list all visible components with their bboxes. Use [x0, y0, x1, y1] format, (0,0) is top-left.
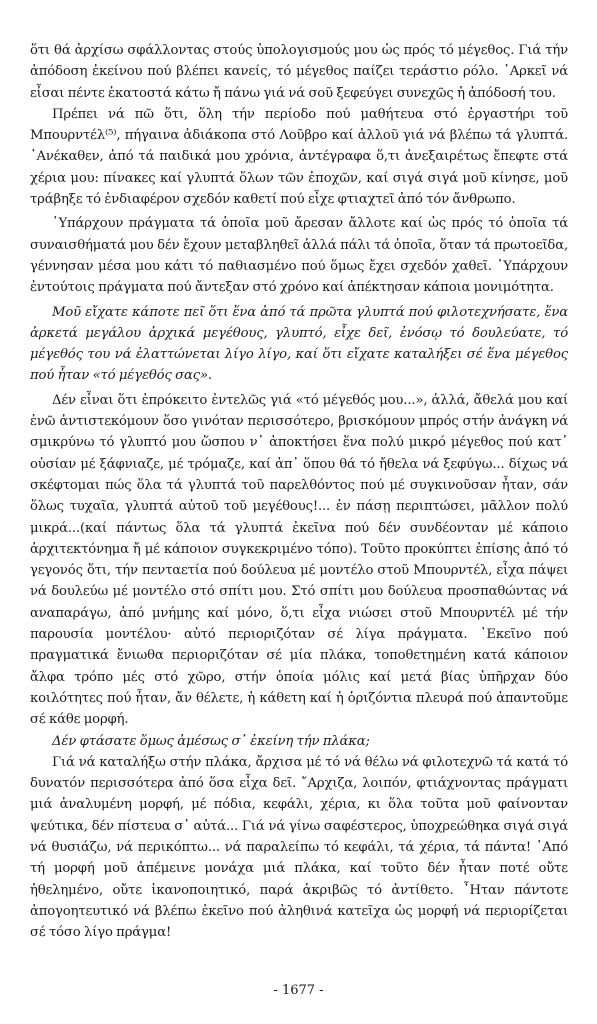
paragraph-1: ὅτι θά ἀρχίσω σφάλλοντας στούς ὑπολογισμούς μου ὡς πρός τό μέγεθος. Γιά τήν ἀπόδοση ἐκείνου πού βλέπει κανείς, τό μέγεθος παίζει τεράστιο ρόλο. ᾽Αρκεῖ νά εἶσαι πέντε ἑκατοστά κάτω ἤ πάνω γιά νά σοῦ ξεφεύγει συνεχῶς ἡ ἀπόδοσή του. — [30, 43, 568, 101]
body-text — [30, 40, 568, 943]
paragraph-4: Δέν εἶναι ὅτι ἐπρόκειτο ἐντελῶς γιά «τό μέγεθός μου...», ἀλλά, ἄθελά μου καί ἐνῶ ἀντιστεκόμουν ὅσο γινόταν περισσότερο, βρισκόμουν μπρός στήν ἀνάγκη νά σμικρύνω τό γλυπτό μου ὥσπου ν᾽ ἀποκτήσει ἕνα πολύ μικρό μέγεθος πού κατ᾽ οὐσίαν μέ ξάφνιαζε, μέ τρόμαζε, καί ἀπ᾽ ὅπου θά τό ἤθελα νά ξεφύγω... δίχως νά σκέφτομαι πώς ὅλα τά γλυπτά τοῦ παρελθόντος πού μέ συγκινοῦσαν ἦταν, σάν ὅλως τυχαῖα, γλυπτά αὐτοῦ τοῦ μεγέθους!... ἐν πάσῃ περιπτώσει, μᾶλλον πολύ μικρά...(καί πάντως ὅλα τά γλυπτά ἐκεῖνα πού δέν συνδέονταν μέ κάποιο ἀρχιτεκτόνημα ἤ μέ κάποιον συγκεκριμένο τόπο). Τοῦτο προκύπτει ἐπίσης ἀπό τό γεγονός ὅτι, τήν πενταετία πού δούλευα μέ μοντέλο στοῦ Μπουρντέλ, εἶχα πάψει νά δουλεύω μέ μοντέλο στό σπίτι μου. Στό σπίτι μου δούλευα προσπαθώντας νά αναπαράγω, ἀπό μνήμης καί μόνο, ὅ,τι εἶχα νιώσει στοῦ Μπουρντέλ μέ τήν παρουσία μοντέλου· αὐτό περιοριζόταν σέ λίγα πράγματα. ᾽Εκεῖνο πού πραγματικά ἔνιωθα περιοριζόταν σέ μία πλάκα, τοποθετημένη κατά κάποιον ἄλφα τρόπο μές στό χῶρο, στήν ὁποία μόλις καί μετά βίας ὑπῆρχαν δύο κοιλότητες πού ἦταν, ἄν θέλετε, ἡ κάθετη καί ἡ ὁριζόντια πλευρά πού ἀπαντοῦμε σέ κάθε μορφή. — [30, 392, 568, 728]
page-number: - 1677 - — [273, 983, 324, 998]
paragraph-5: Γιά νά καταλήξω στήν πλάκα, ἄρχισα μέ τό νά θέλω νά φιλοτεχνῶ τά κατά τό δυνατόν περισσότερα ἀπό ὅσα εἶχα δεῖ. ῎Αρχιζα, λοιπόν, φτιάχνοντας πράγματι μιά ἀναλυμένη μορφή, μέ πόδια, κεφάλι, χέρια, κι ὅλα τοῦτα μοῦ φαίνονταν ψεύτικα, δέν πίστευα σ᾽ αὐτά... Γιά νά γίνω σαφέστερος, ὑποχρεώθηκα σιγά σιγά νά θυσιάζω, νά περικόπτω... νά παραλείπω τό κεφάλι, τά χέρια, τά πάντα! ᾽Από τή μορφή μοῦ ἀπέμεινε μονάχα μιά πλάκα, καί τοῦτο δέν ἦταν ποτέ οὔτε ἠθελημένο, οὔτε ἱκανοποιητικό, παρά ἀκριβῶς τό ἀντίθετο. ῏Ηταν πάντοτε ἀπογοητευτικό νά βλέπω ἐκεῖνο πού ἀληθινά κατεῖχα ὡς μορφή νά περιορίζεται σέ τόσο λίγο πράγμα! — [30, 754, 568, 941]
question-paragraph-2: Δέν φτάσατε ὅμως ἀμέσως σ᾽ ἐκείνη τήν πλάκα; — [52, 733, 370, 749]
question-paragraph-1: Μοῦ εἴχατε κάποτε πεῖ ὅτι ἕνα ἀπό τά πρῶτα γλυπτά πού φιλοτεχνήσατε, ἕνα ἀρκετά μεγάλου ἀρχικά μεγέθους, γλυπτό, εἶχε δεῖ, ἐνόσῳ τό δουλεύατε, τό μέγεθός του νά ἐλαττώνεται λίγο λίγο, καί ὅτι εἴχατε καταλήξει σέ ἕνα μέγεθος πού ἦταν «τό μέγεθός σας». — [30, 304, 568, 384]
paragraph-3: ῾Υπάρχουν πράγματα τά ὁποῖα μοῦ ἄρεσαν ἄλλοτε καί ὡς πρός τό ὁποῖα τά συναισθήματά μου δέν ἔχουν μεταβληθεῖ ἀλλά πάλι τά ὁποῖα, ὅταν τά πρωτοεῖδα, γέννησαν μέσα μου κάτι τό παθιασμένο πού ὅμως ἔχει σχεδόν χαθεῖ. ῾Υπάρχουν ἐντούτοις πράγματα πού ἄντεξαν στό χρόνο καί ἀπέκτησαν κάποια μονιμότητα. — [30, 216, 568, 296]
paragraph-2: Πρέπει νά πῶ ὅτι, ὅλη τήν περίοδο πού μαθήτευα στό ἐργαστήρι τοῦ Μπουρντέλ⁽⁵⁾, πήγαινα ἀδιάκοπα στό Λοῦβρο καί ἀλλοῦ γιά νά βλέπω τά γλυπτά. ᾽Ανέκαθεν, ἀπό τά παιδικά μου χρόνια, ἀντέγραφα ὅ,τι ἀνεξαιρέτως ἔπεφτε στά χέρια μου: πίνακες καί γλυπτά ὅλων τῶν ἐποχῶν, καί σιγά σιγά μοῦ κίνησε, μοῦ τράβηξε τό ἐνδιαφέρον σχεδόν καθετί πού εἶχε φτιαχτεῖ ἀπό τόν ἄνθρωπο. — [30, 106, 568, 208]
